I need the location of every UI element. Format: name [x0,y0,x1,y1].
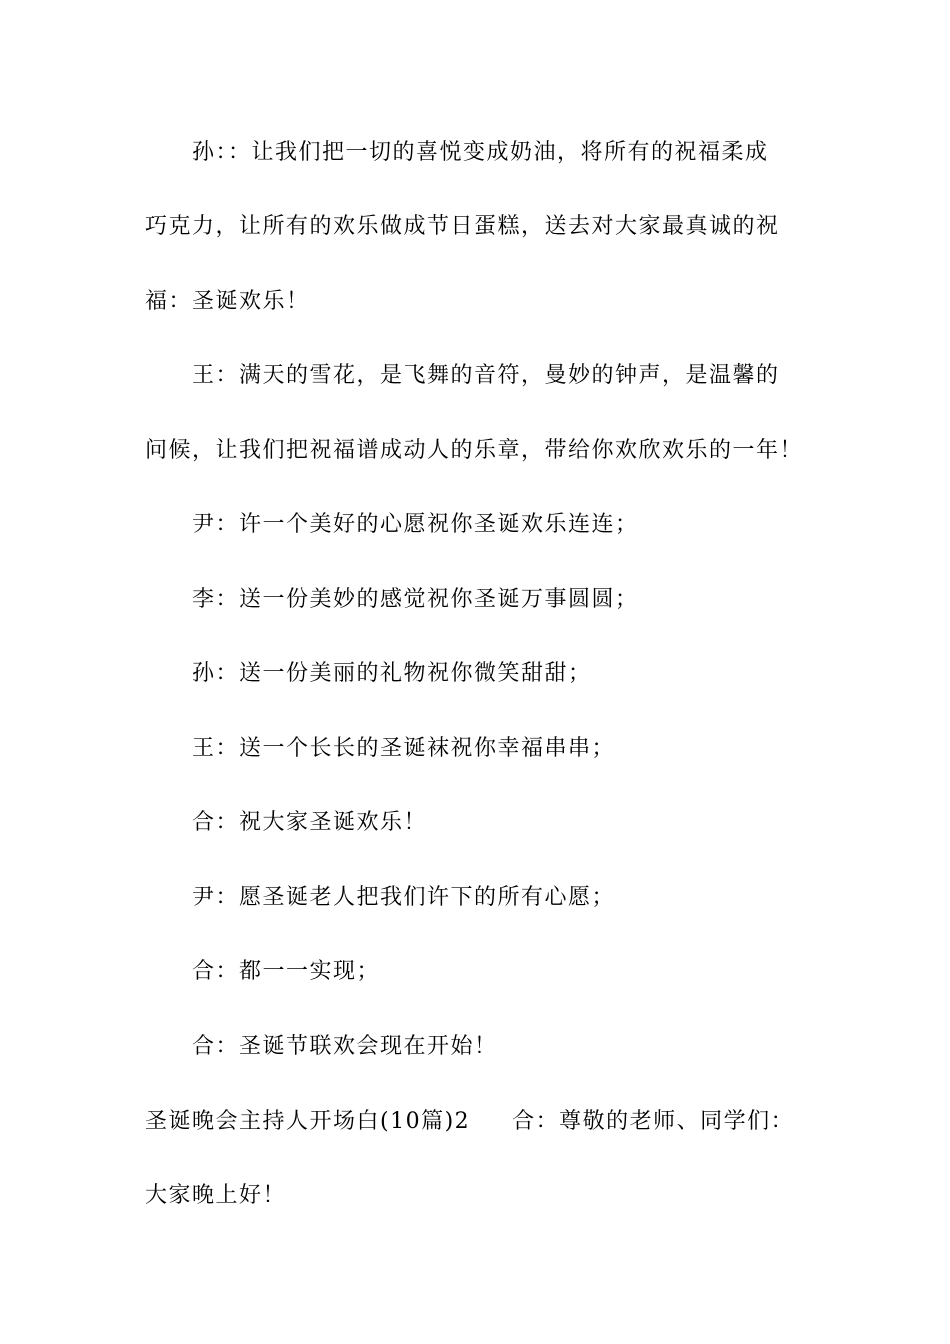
heading-follow-text: 合：尊敬的老师、同学们： [512,1109,795,1134]
paragraph-line: 尹：愿圣诞老人把我们许下的所有心愿； [192,885,616,910]
paragraph-line: 福：圣诞欢乐！ [145,289,310,314]
paragraph-line: 合：祝大家圣诞欢乐！ [192,810,428,835]
paragraph-line: 合：圣诞节联欢会现在开始！ [192,1034,498,1059]
paragraph-line: 孙：送一份美丽的礼物祝你微笑甜甜； [192,661,592,686]
paragraph-line: 问候，让我们把祝福谱成动人的乐章，带给你欢欣欢乐的一年！ [145,438,804,463]
paragraph-line: 大家晚上好！ [145,1183,287,1208]
paragraph-line: 王：送一个长长的圣诞袜祝你幸福串串； [192,736,616,761]
paragraph-line: 尹：许一个美好的心愿祝你圣诞欢乐连连； [192,512,639,537]
section-heading-line [145,1107,815,1137]
paragraph-line: 李：送一份美妙的感觉祝你圣诞万事圆圆； [192,587,639,612]
paragraph-line: 孙：：让我们把一切的喜悦变成奶油，将所有的祝福柔成 [192,140,769,165]
paragraph-line: 合：都一一实现； [192,959,381,984]
section-heading: 圣诞晚会主持人开场白(10篇)2 [145,1109,471,1134]
paragraph-line: 王：满天的雪花，是飞舞的音符，曼妙的钟声，是温馨的 [192,363,780,388]
paragraph-line: 巧克力，让所有的欢乐做成节日蛋糕，送去对大家最真诚的祝 [145,214,780,239]
